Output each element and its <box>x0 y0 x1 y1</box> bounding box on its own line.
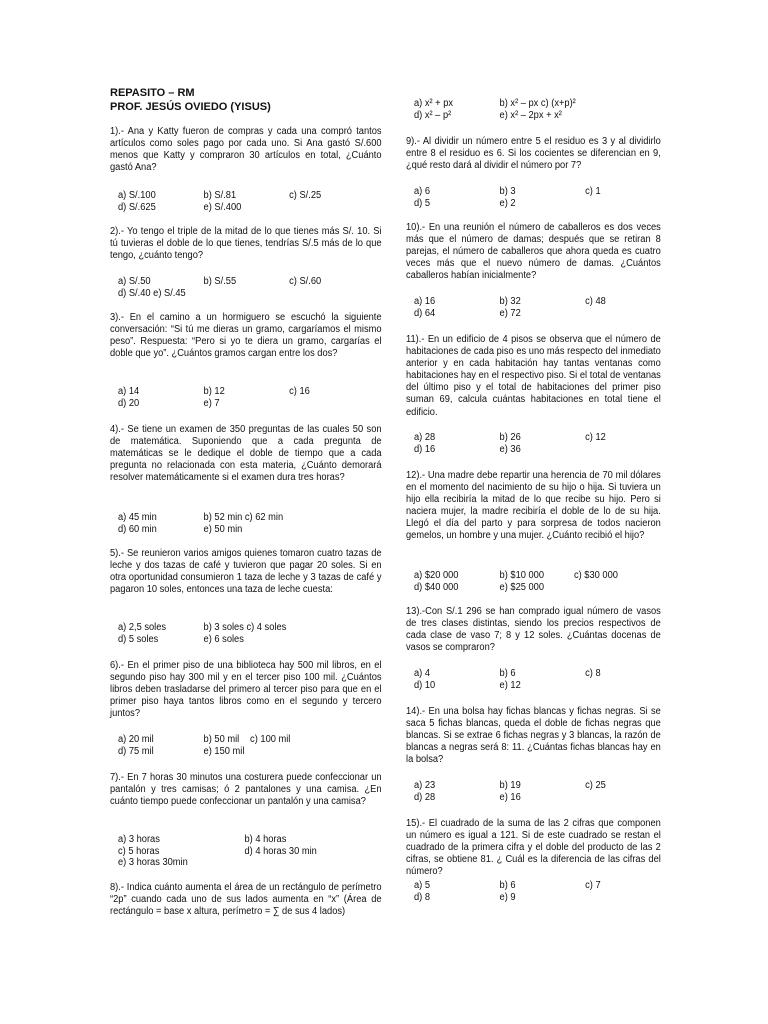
option: d) 10 <box>414 679 436 691</box>
option: c) 25 <box>585 780 606 791</box>
option: e) 36 <box>499 443 521 455</box>
option: a) 28 <box>414 432 436 443</box>
option: b) x² – px c) (x+p)² <box>499 98 576 109</box>
option: d) 8 <box>414 891 431 903</box>
question-14: 14).- En una bolsa hay fichas blancas y fichas negras. Si se saca 5 fichas blancas, queda el doble de fichas negras que blancas. Si se extrae 6 fichas negras y 3 blancas, la razón de blancas a negras será 8: 11. ¿Cuántas fichas blancas hay en la bolsa? <box>406 706 661 766</box>
worksheet-author: PROF. JESÚS OVIEDO (YISUS) <box>110 101 271 113</box>
option: c) 48 <box>585 296 606 307</box>
option: b) $10 000 <box>499 570 545 581</box>
option: e) 7 <box>203 397 220 409</box>
option: d) 5 <box>414 197 431 209</box>
option: b) 3 <box>499 186 516 197</box>
option: a) 14 <box>118 386 140 397</box>
option: e) 3 horas 30min <box>118 857 188 868</box>
question-11: 11).- En un edificio de 4 pisos se observa que el número de habitaciones de cada piso es uno más respecto del inmediato anterior y en cada habitación hay tantas ventanas como habitaciones hay en el respectivo piso. Si el total de ventanas del último piso y el total de habitaciones del primer piso suman 69, calcula cuántas habitaciones en total tiene el edificio. <box>406 334 661 418</box>
option: c) 5 horas <box>118 845 160 857</box>
question-5: 5).- Se reunieron varios amigos quienes tomaron cuatro tazas de leche y dos tazas de café y tuvieron que pagar 20 soles. Si en otra oportunidad consumieron 1 taza de leche y 3 tazas de café y pagaron 10 soles, entonces una taza de leche cuesta: <box>110 548 382 596</box>
question-2: 2).- Yo tengo el triple de la mitad de lo que tienes más S/. 10. Si tú tuvieras el doble de lo que tienes, tendrías S/.5 más de lo que tengo, ¿cuánto tengo? <box>110 226 382 262</box>
option: a) 45 min <box>118 512 157 523</box>
option: b) 26 <box>499 432 521 443</box>
option: d) 28 <box>414 791 436 803</box>
option: b) 32 <box>499 296 521 307</box>
option: d) $40 000 <box>414 581 459 593</box>
option: e) 12 <box>499 679 521 691</box>
option: a) S/.50 <box>118 276 151 287</box>
option: e) 50 min <box>203 523 243 535</box>
option: e) x² – 2px + x² <box>499 109 562 121</box>
option: d) S/.625 <box>118 201 156 213</box>
option: c) 1 <box>585 186 601 197</box>
option: b) 12 <box>203 386 225 397</box>
option: d) 64 <box>414 307 436 319</box>
option: c) S/.60 <box>289 276 322 287</box>
option: c) 100 mil <box>250 734 291 745</box>
question-7: 7).- En 7 horas 30 minutos una costurera puede confeccionar un pantalón y tres camisas; ó 2 pantalones y una camisa. ¿En cuánto tiempo puede confeccionar un pantalón y una camisa? <box>110 772 382 808</box>
option: c) 12 <box>585 432 606 443</box>
option: c) S/.25 <box>289 190 322 201</box>
option: d) S/.40 e) S/.45 <box>118 287 186 299</box>
option: e) 72 <box>499 307 521 319</box>
option: d) 60 min <box>118 523 157 535</box>
option: e) 16 <box>499 791 521 803</box>
option: e) 150 mil <box>203 745 245 757</box>
option: a) 4 <box>414 668 431 679</box>
option: c) 7 <box>585 880 601 891</box>
question-4: 4).- Se tiene un examen de 350 preguntas de las cuales 50 son de matemática. Suponiendo que a cada pregunta de matemáticas se le dedique el doble de tiempo que a cada pregunta no relacionada con esta materia, ¿Cuánto demorará resolver matemáticamente si el examen dura tres horas? <box>110 424 382 484</box>
option: e) $25 000 <box>499 581 545 593</box>
option: a) 2,5 soles <box>118 622 167 633</box>
option: d) 5 soles <box>118 633 159 645</box>
option: a) 3 horas <box>118 834 160 845</box>
question-10: 10).- En una reunión el número de caballeros es dos veces más que el número de damas; después que se retiran 8 parejas, el número de caballeros que ahora queda es cuatro veces más que el nuevo número de damas. ¿Cuántos caballeros habían inicialmente? <box>406 222 661 282</box>
option: b) S/.81 <box>203 190 237 201</box>
option: b) 6 <box>499 880 516 891</box>
option: b) 50 mil <box>203 734 240 745</box>
question-13: 13).-Con S/.1 296 se han comprado igual número de vasos de tres clases distintas, siendo los precios respectivos de cada clase de vaso 7; 8 y 12 soles. ¿Cuántas docenas de vasos se compraron? <box>406 606 661 654</box>
option: e) S/.400 <box>203 201 242 213</box>
option: a) 16 <box>414 296 436 307</box>
question-9: 9).- Al dividir un número entre 5 el residuo es 3 y al dividirlo entre 8 el residuo es 6. Si los cocientes se diferencian en 9, ¿qué resto dará al dividir el número por 7? <box>406 136 661 172</box>
option: a) x² + px <box>414 98 454 109</box>
option: b) 4 horas <box>244 834 287 845</box>
option: a) S/.100 <box>118 190 156 201</box>
page-header <box>110 86 271 114</box>
option: a) 20 mil <box>118 734 154 745</box>
option: b) 19 <box>499 780 521 791</box>
option: a) 5 <box>414 880 431 891</box>
option: b) 6 <box>499 668 516 679</box>
option: d) 4 horas 30 min <box>244 845 317 857</box>
option: d) 16 <box>414 443 436 455</box>
option: b) 3 soles c) 4 soles <box>203 622 287 633</box>
question-12: 12).- Una madre debe repartir una herencia de 70 mil dólares en el momento del nacimiento de su hijo o hija. Si tuviera un hijo ella recibiría la mitad de lo que recibe su hijo. Pero si naciera mujer, la madre recibiría el doble de lo de su hija. Llegó el día del parto y para sorpresa de todos nacieron gemelos, un hombre y una mujer. ¿Cuánto recibió el hijo? <box>406 470 661 542</box>
option: e) 9 <box>499 891 516 903</box>
option: a) 6 <box>414 186 431 197</box>
question-1: 1).- Ana y Katty fueron de compras y cada una compró tantos artículos como soles pago por cada uno. Si Ana gastó S/.600 menos que Katty y compraron 30 artículos en total, ¿Cuánto gastó Ana? <box>110 126 382 174</box>
option: a) 23 <box>414 780 436 791</box>
option: d) 75 mil <box>118 745 154 757</box>
option: b) S/.55 <box>203 276 237 287</box>
option: a) $20 000 <box>414 570 459 581</box>
option: b) 52 min c) 62 min <box>203 512 284 523</box>
option: e) 2 <box>499 197 516 209</box>
option: c) 16 <box>289 386 310 397</box>
option: d) 20 <box>118 397 140 409</box>
question-6: 6).- En el primer piso de una biblioteca hay 500 mil libros, en el segundo piso hay 300 mil y en el tercer piso 100 mil. ¿Cuántos libros deben trasladarse del primero al tercer piso para que en el primer piso haya tantos libros como en el segundo y tercero juntos? <box>110 660 382 720</box>
worksheet-title: REPASITO – RM <box>110 87 195 99</box>
option: c) $30 000 <box>573 570 618 581</box>
question-8: 8).- Indica cuánto aumenta el área de un rectángulo de perímetro “2p” cuando cada uno de sus lados aumenta en “x” (Área de rectángulo = base x altura, perímetro = ∑ de sus 4 lados) <box>110 882 382 918</box>
question-3: 3).- En el camino a un hormiguero se escuchó la siguiente conversación: “Si tú me dieras un gramo, cargaríamos el mismo peso”. Respuesta: “Pero si yo te diera un gramo, cargarías el doble que yo”. ¿Cuántos gramos cargan entre los dos? <box>110 312 382 360</box>
option: e) 6 soles <box>203 633 244 645</box>
option: c) 8 <box>585 668 601 679</box>
option: d) x² – p² <box>414 109 452 121</box>
question-15: 15).- El cuadrado de la suma de las 2 cifras que componen un número es igual a 121. Si de este cuadrado se restan el cuadrado de la primera cifra y el doble del producto de las 2 cifras, se obtiene 81. ¿ Cuál es la diferencia de las cifras del número? <box>406 818 661 878</box>
